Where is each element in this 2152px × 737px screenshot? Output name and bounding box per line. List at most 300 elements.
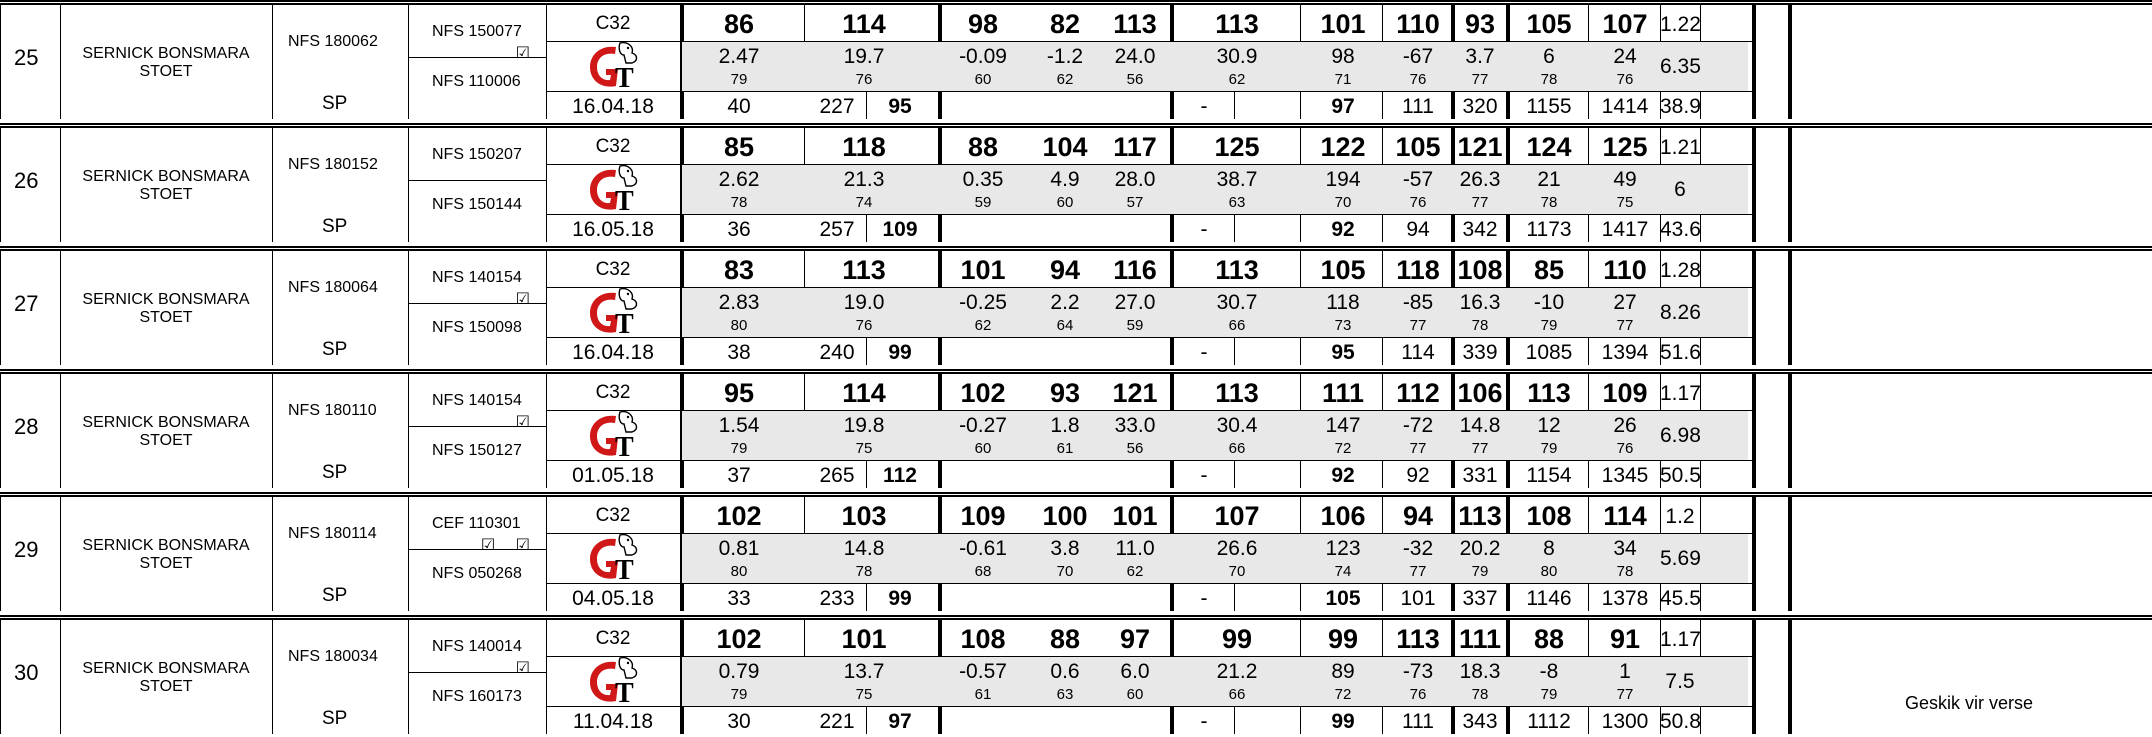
sex-label: STOET bbox=[139, 63, 193, 80]
ebv-estimate: 3.7 bbox=[1465, 45, 1495, 68]
index-value: 6.35 bbox=[1660, 55, 1701, 78]
ebv-estimate: -8 bbox=[1539, 660, 1559, 683]
dam-id: NFS 160173 bbox=[432, 688, 522, 705]
grid-line bbox=[1234, 706, 1235, 734]
accuracy-value: 56 bbox=[1126, 440, 1144, 457]
ebv-estimate: 194 bbox=[1325, 168, 1361, 191]
measurement-value: 331 bbox=[1462, 464, 1498, 487]
ebv-value: 114 bbox=[1603, 501, 1647, 531]
ebv-value: 97 bbox=[1119, 624, 1151, 654]
measurement-value: 1146 bbox=[1526, 587, 1572, 610]
accuracy-value: 61 bbox=[1056, 440, 1074, 457]
measurement-value: - bbox=[1200, 464, 1208, 487]
measurement-value: 114 bbox=[1401, 341, 1435, 364]
accuracy-value: 78 bbox=[855, 563, 873, 580]
ebv-value: 102 bbox=[716, 624, 762, 654]
ebv-value: 99 bbox=[1327, 624, 1359, 654]
animal-id: NFS 180034 bbox=[288, 648, 378, 665]
date-label: 16.04.18 bbox=[572, 341, 654, 364]
breed-code: SP bbox=[322, 216, 348, 237]
accuracy-value: 76 bbox=[1409, 194, 1427, 211]
accuracy-value: 62 bbox=[974, 317, 992, 334]
ebv-value: 118 bbox=[842, 132, 886, 162]
accuracy-value: 76 bbox=[1409, 686, 1427, 703]
ebv-estimate: 19.0 bbox=[843, 291, 885, 314]
ebv-estimate: 6 bbox=[1543, 45, 1555, 68]
ebv-value: 109 bbox=[960, 501, 1006, 531]
ebv-estimate: -0.61 bbox=[959, 537, 1007, 560]
grid-line bbox=[546, 460, 1752, 461]
measurement-value: 101 bbox=[1400, 587, 1436, 610]
grid-line bbox=[272, 374, 273, 488]
ebv-value: 88 bbox=[967, 132, 999, 162]
grid-line bbox=[1234, 583, 1235, 611]
ebv-value: 93 bbox=[1464, 9, 1496, 39]
grid-line bbox=[1788, 128, 1792, 242]
grid-line bbox=[1752, 251, 1756, 365]
gt-logo-icon bbox=[582, 285, 644, 339]
accuracy-value: 78 bbox=[1540, 71, 1558, 88]
measurement-value: 342 bbox=[1462, 218, 1498, 241]
grid-line bbox=[408, 374, 409, 488]
ebv-value: 114 bbox=[842, 9, 886, 39]
measurement-value: 94 bbox=[1406, 218, 1430, 241]
ebv-estimate: 14.8 bbox=[843, 537, 885, 560]
dam-id: NFS 150127 bbox=[432, 442, 522, 459]
ebv-estimate: 0.81 bbox=[718, 537, 760, 560]
ebv-value: 82 bbox=[1049, 9, 1081, 39]
accuracy-value: 77 bbox=[1616, 317, 1634, 334]
ebv-estimate: 27 bbox=[1613, 291, 1637, 314]
footer-note: Geskik vir verse bbox=[1905, 693, 2034, 713]
measurement-value: 38.9 bbox=[1660, 95, 1701, 118]
sire-id: CEF 110301 bbox=[432, 515, 521, 532]
accuracy-value: 60 bbox=[974, 71, 992, 88]
grid-line bbox=[408, 620, 409, 734]
lot-row bbox=[0, 246, 2152, 365]
sex-label: STOET bbox=[139, 432, 193, 449]
grid-line bbox=[60, 5, 61, 119]
grid-line bbox=[1788, 251, 1792, 365]
lot-number: 28 bbox=[14, 414, 39, 439]
measurement-value: 111 bbox=[1402, 710, 1434, 733]
ebv-estimate: 30.4 bbox=[1216, 414, 1258, 437]
sex-label: STOET bbox=[139, 186, 193, 203]
ebv-estimate: 147 bbox=[1325, 414, 1361, 437]
grid-line bbox=[1752, 497, 1756, 611]
ebv-value: 113 bbox=[842, 255, 886, 285]
ebv-value: 105 bbox=[1320, 255, 1366, 285]
animal-id: NFS 180062 bbox=[288, 33, 378, 50]
gt-logo-icon bbox=[582, 162, 644, 216]
grid-line bbox=[272, 128, 273, 242]
ebv-estimate: -57 bbox=[1402, 168, 1434, 191]
ebv-estimate: 6.0 bbox=[1120, 660, 1150, 683]
svg-text:T: T bbox=[615, 63, 634, 93]
measurement-value: 343 bbox=[1462, 710, 1498, 733]
measurement-value: 30 bbox=[727, 710, 751, 733]
accuracy-value: 57 bbox=[1126, 194, 1144, 211]
measurement-value: 339 bbox=[1462, 341, 1498, 364]
ebv-value: 125 bbox=[1214, 132, 1260, 162]
accuracy-value: 76 bbox=[1616, 71, 1634, 88]
grid-line bbox=[272, 251, 273, 365]
accuracy-value: 72 bbox=[1334, 686, 1352, 703]
animal-id: NFS 180114 bbox=[288, 525, 377, 542]
measurement-value: 97 bbox=[1331, 95, 1355, 118]
ebv-value: 116 bbox=[1113, 255, 1157, 285]
ebv-estimate: 89 bbox=[1331, 660, 1355, 683]
grid-line bbox=[272, 497, 273, 611]
ebv-estimate: 2.83 bbox=[718, 291, 760, 314]
svg-text:T: T bbox=[615, 678, 634, 708]
accuracy-value: 79 bbox=[730, 440, 748, 457]
ebv-estimate: 21.3 bbox=[843, 168, 885, 191]
lot-row bbox=[0, 0, 2152, 119]
date-label: 04.05.18 bbox=[572, 587, 654, 610]
measurement-value: 40 bbox=[727, 95, 751, 118]
accuracy-value: 75 bbox=[855, 440, 873, 457]
grid-line bbox=[546, 374, 547, 488]
ebv-value: 111 bbox=[1321, 378, 1365, 408]
ebv-estimate: 28.0 bbox=[1114, 168, 1156, 191]
logo bbox=[582, 408, 644, 467]
ebv-value: 112 bbox=[1396, 378, 1440, 408]
grid-line bbox=[60, 128, 61, 242]
grid-line bbox=[408, 251, 409, 365]
grid-line bbox=[546, 5, 547, 119]
accuracy-value: 76 bbox=[1616, 440, 1634, 457]
grid-line bbox=[546, 337, 1752, 338]
measurement-value: 320 bbox=[1462, 95, 1498, 118]
grid-line bbox=[804, 251, 805, 287]
date-label: 01.05.18 bbox=[572, 464, 654, 487]
measurement-value: 111 bbox=[1402, 95, 1434, 118]
accuracy-value: 75 bbox=[1616, 194, 1634, 211]
gt-logo-icon bbox=[582, 39, 644, 93]
grid-line bbox=[804, 128, 805, 164]
ebv-value: 108 bbox=[1526, 501, 1572, 531]
lot-number: 29 bbox=[14, 537, 39, 562]
ebv-value: 104 bbox=[1042, 132, 1088, 162]
ebv-value: 100 bbox=[1042, 501, 1088, 531]
measurement-value: 92 bbox=[1331, 464, 1355, 487]
ebv-estimate: 1 bbox=[1619, 660, 1631, 683]
sire-id: NFS 150077 bbox=[432, 23, 522, 40]
ebv-estimate: 12 bbox=[1537, 414, 1561, 437]
accuracy-value: 77 bbox=[1409, 440, 1427, 457]
measurement-value: 99 bbox=[1331, 710, 1355, 733]
lot-number: 27 bbox=[14, 291, 39, 316]
ebv-estimate: -10 bbox=[1533, 291, 1565, 314]
ebv-value: 85 bbox=[723, 132, 755, 162]
breed-code: SP bbox=[322, 708, 348, 729]
ebv-value: 93 bbox=[1049, 378, 1081, 408]
grid-line bbox=[804, 620, 805, 656]
ebv-estimate: 2.47 bbox=[718, 45, 760, 68]
measurement-value: 233 bbox=[819, 587, 855, 610]
ebv-value: 108 bbox=[1457, 255, 1503, 285]
measurement-value: - bbox=[1200, 218, 1208, 241]
measurement-value: 33 bbox=[727, 587, 751, 610]
measurement-value: 1378 bbox=[1601, 587, 1649, 610]
grid-line bbox=[546, 620, 547, 734]
checkbox-icon: ☑ bbox=[515, 660, 538, 677]
ebv-estimate: 21 bbox=[1537, 168, 1561, 191]
code-label: C32 bbox=[595, 136, 631, 157]
breeder-name: SERNICK BONSMARA bbox=[82, 168, 250, 185]
ebv-estimate: 1.54 bbox=[718, 414, 760, 437]
ebv-estimate: 11.0 bbox=[1115, 537, 1155, 560]
measurement-value: 105 bbox=[1325, 587, 1361, 610]
grid-line bbox=[546, 251, 547, 365]
accuracy-value: 70 bbox=[1228, 563, 1246, 580]
measurement-value: - bbox=[1200, 587, 1208, 610]
ebv-estimate: 24 bbox=[1613, 45, 1637, 68]
accuracy-value: 62 bbox=[1126, 563, 1144, 580]
accuracy-value: 80 bbox=[730, 563, 748, 580]
grid-line bbox=[546, 91, 1752, 92]
grid-line bbox=[0, 5, 1, 119]
grid-line bbox=[1234, 214, 1235, 242]
accuracy-value: 66 bbox=[1228, 686, 1246, 703]
ebv-estimate: 1.8 bbox=[1050, 414, 1080, 437]
dam-id: NFS 150144 bbox=[432, 196, 522, 213]
measurement-value: 1417 bbox=[1601, 218, 1649, 241]
ebv-value: 109 bbox=[1602, 378, 1648, 408]
accuracy-value: 62 bbox=[1228, 71, 1246, 88]
date-label: 16.05.18 bbox=[572, 218, 654, 241]
measurement-value: 36 bbox=[727, 218, 751, 241]
ebv-value: 113 bbox=[1215, 9, 1259, 39]
dam-id: NFS 150098 bbox=[432, 319, 522, 336]
ebv-value: 110 bbox=[1603, 255, 1647, 285]
code-label: C32 bbox=[595, 382, 631, 403]
ebv-value: 114 bbox=[842, 378, 886, 408]
accuracy-value: 70 bbox=[1056, 563, 1074, 580]
breeder-name: SERNICK BONSMARA bbox=[82, 291, 250, 308]
ebv-value: 101 bbox=[841, 624, 887, 654]
svg-text:T: T bbox=[615, 432, 634, 462]
ebv-value: 1.17 bbox=[1660, 382, 1701, 405]
accuracy-value: 61 bbox=[974, 686, 992, 703]
accuracy-value: 64 bbox=[1056, 317, 1074, 334]
measurement-value: 43.6 bbox=[1660, 218, 1701, 241]
ebv-value: 94 bbox=[1049, 255, 1081, 285]
code-label: C32 bbox=[595, 628, 631, 649]
grid-line bbox=[408, 128, 409, 242]
ebv-estimate: 2.62 bbox=[718, 168, 760, 191]
lot-row bbox=[0, 123, 2152, 242]
grid-line bbox=[1234, 460, 1235, 488]
ebv-estimate: 4.9 bbox=[1050, 168, 1080, 191]
measurement-value: - bbox=[1200, 341, 1208, 364]
svg-text:T: T bbox=[615, 186, 634, 216]
measurement-value: 92 bbox=[1406, 464, 1430, 487]
measurement-value: 50.5 bbox=[1660, 464, 1701, 487]
grid-line bbox=[804, 5, 805, 41]
measurement-value: 95 bbox=[1331, 341, 1355, 364]
accuracy-value: 66 bbox=[1228, 440, 1246, 457]
grid-line bbox=[1752, 5, 1756, 119]
ebv-value: 125 bbox=[1602, 132, 1648, 162]
index-value: 6 bbox=[1674, 178, 1686, 201]
ebv-estimate: -32 bbox=[1402, 537, 1434, 560]
ebv-value: 101 bbox=[960, 255, 1006, 285]
lot-row bbox=[0, 615, 2152, 734]
ebv-estimate: 0.6 bbox=[1050, 660, 1080, 683]
accuracy-value: 80 bbox=[730, 317, 748, 334]
ebv-value: 1.17 bbox=[1660, 628, 1701, 651]
grid-line bbox=[60, 620, 61, 734]
ebv-value: 107 bbox=[1214, 501, 1260, 531]
accuracy-value: 77 bbox=[1409, 563, 1427, 580]
accuracy-value: 66 bbox=[1228, 317, 1246, 334]
ebv-estimate: -73 bbox=[1402, 660, 1434, 683]
ebv-value: 95 bbox=[723, 378, 755, 408]
ebv-estimate: 118 bbox=[1326, 291, 1360, 314]
ebv-value: 117 bbox=[1113, 132, 1157, 162]
grid-line bbox=[804, 374, 805, 410]
grid-line bbox=[546, 214, 1752, 215]
grid-line bbox=[866, 91, 867, 119]
measurement-value: 240 bbox=[819, 341, 855, 364]
measurement-value: - bbox=[1200, 95, 1208, 118]
ebv-estimate: 30.7 bbox=[1216, 291, 1258, 314]
lot-row bbox=[0, 492, 2152, 611]
logo bbox=[582, 531, 644, 590]
accuracy-value: 79 bbox=[1540, 686, 1558, 703]
accuracy-value: 76 bbox=[855, 71, 873, 88]
code-label: C32 bbox=[595, 13, 631, 34]
animal-id: NFS 180110 bbox=[288, 402, 377, 419]
grid-line bbox=[1234, 337, 1235, 365]
measurement-value: 38 bbox=[727, 341, 751, 364]
breed-code: SP bbox=[322, 93, 348, 114]
ebv-value: 113 bbox=[1527, 378, 1571, 408]
date-label: 16.04.18 bbox=[572, 95, 654, 118]
ebv-value: 85 bbox=[1533, 255, 1565, 285]
measurement-value: 1173 bbox=[1526, 218, 1572, 241]
grid-line bbox=[866, 706, 867, 734]
logo bbox=[582, 654, 644, 713]
ebv-value: 113 bbox=[1458, 501, 1502, 531]
accuracy-value: 79 bbox=[730, 71, 748, 88]
gt-logo-icon bbox=[582, 654, 644, 708]
ebv-estimate: 123 bbox=[1325, 537, 1361, 560]
measurement-value: 99 bbox=[888, 341, 912, 364]
checkbox-icon: ☑ bbox=[515, 291, 538, 308]
accuracy-value: 80 bbox=[1540, 563, 1558, 580]
ebv-value: 111 bbox=[1458, 624, 1502, 654]
grid-line bbox=[1752, 620, 1756, 734]
svg-text:T: T bbox=[615, 309, 634, 339]
grid-line bbox=[408, 497, 409, 611]
lot-row bbox=[0, 369, 2152, 488]
ebv-value: 99 bbox=[1221, 624, 1253, 654]
index-value: 7.5 bbox=[1665, 670, 1695, 693]
accuracy-value: 63 bbox=[1056, 686, 1074, 703]
ebv-value: 102 bbox=[716, 501, 762, 531]
ebv-estimate: 16.3 bbox=[1459, 291, 1501, 314]
ebv-value: 121 bbox=[1112, 378, 1158, 408]
grid-line bbox=[60, 374, 61, 488]
sire-id: NFS 150207 bbox=[432, 146, 522, 163]
svg-text:T: T bbox=[615, 555, 634, 585]
grid-line bbox=[60, 497, 61, 611]
measurement-value: 109 bbox=[882, 218, 918, 241]
grid-line bbox=[546, 583, 1752, 584]
grid-line bbox=[804, 497, 805, 533]
ebv-estimate: 0.35 bbox=[962, 168, 1004, 191]
measurement-value: 112 bbox=[883, 464, 917, 487]
accuracy-value: 78 bbox=[1616, 563, 1634, 580]
measurement-value: 37 bbox=[727, 464, 751, 487]
breeder-name: SERNICK BONSMARA bbox=[82, 537, 250, 554]
grid-line bbox=[0, 620, 1, 734]
measurement-value: 51.6 bbox=[1660, 341, 1701, 364]
accuracy-value: 74 bbox=[1334, 563, 1352, 580]
logo bbox=[582, 162, 644, 221]
ebv-value: 83 bbox=[723, 255, 755, 285]
grid-line bbox=[866, 337, 867, 365]
breed-code: SP bbox=[322, 585, 348, 606]
accuracy-value: 59 bbox=[974, 194, 992, 211]
ebv-estimate: 19.7 bbox=[843, 45, 885, 68]
ebv-estimate: 19.8 bbox=[843, 414, 885, 437]
measurement-value: 1414 bbox=[1601, 95, 1649, 118]
date-label: 11.04.18 bbox=[572, 710, 654, 733]
accuracy-value: 77 bbox=[1409, 317, 1427, 334]
dam-id: NFS 050268 bbox=[432, 565, 522, 582]
grid-line bbox=[1788, 497, 1792, 611]
ebv-estimate: 13.7 bbox=[843, 660, 885, 683]
accuracy-value: 75 bbox=[855, 686, 873, 703]
dam-id: NFS 110006 bbox=[432, 73, 521, 90]
grid-line bbox=[546, 706, 1752, 707]
accuracy-value: 72 bbox=[1334, 440, 1352, 457]
index-value: 6.98 bbox=[1660, 424, 1701, 447]
accuracy-value: 60 bbox=[1056, 194, 1074, 211]
measurement-value: 1112 bbox=[1527, 710, 1571, 733]
ebv-estimate: 14.8 bbox=[1459, 414, 1501, 437]
accuracy-value: 78 bbox=[1540, 194, 1558, 211]
grid-line bbox=[272, 5, 273, 119]
grid-line bbox=[408, 5, 409, 119]
ebv-value: 113 bbox=[1113, 9, 1157, 39]
ebv-estimate: 21.2 bbox=[1216, 660, 1258, 683]
code-label: C32 bbox=[595, 259, 631, 280]
grid-line bbox=[546, 497, 547, 611]
ebv-value: 91 bbox=[1609, 624, 1641, 654]
sire-id: NFS 140014 bbox=[432, 638, 522, 655]
accuracy-value: 74 bbox=[855, 194, 873, 211]
accuracy-value: 56 bbox=[1126, 71, 1144, 88]
measurement-value: - bbox=[1200, 710, 1208, 733]
code-label: C32 bbox=[595, 505, 631, 526]
ebv-estimate: 26.6 bbox=[1216, 537, 1258, 560]
measurement-value: 221 bbox=[819, 710, 855, 733]
accuracy-value: 78 bbox=[730, 194, 748, 211]
ebv-estimate: 49 bbox=[1613, 168, 1637, 191]
ebv-value: 94 bbox=[1402, 501, 1434, 531]
index-value: 8.26 bbox=[1660, 301, 1701, 324]
gt-logo-icon bbox=[582, 408, 644, 462]
ebv-estimate: -85 bbox=[1402, 291, 1434, 314]
accuracy-value: 77 bbox=[1471, 194, 1489, 211]
measurement-value: 265 bbox=[819, 464, 855, 487]
ebv-value: 107 bbox=[1602, 9, 1648, 39]
